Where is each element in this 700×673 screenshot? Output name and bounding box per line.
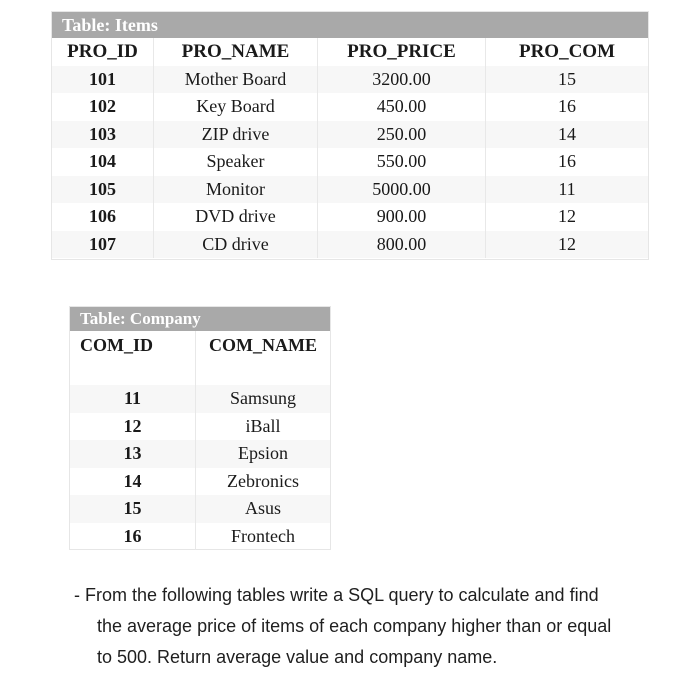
table-row: [70, 495, 330, 523]
items-header-row: [52, 38, 648, 66]
question-line: - From the following tables write a SQL query to calculate and find: [74, 585, 599, 605]
com-id-cell: 14: [70, 468, 196, 496]
company-table-caption: Table: Company: [70, 307, 330, 331]
com-name-cell: Epsion: [237, 443, 288, 463]
header-pro-name: PRO_NAME: [154, 38, 318, 66]
pro-com-cell: 14: [558, 123, 576, 144]
com-name-cell: Frontech: [231, 525, 295, 546]
table-row: [52, 231, 648, 259]
items-table-body: [52, 38, 648, 258]
question-text: [74, 580, 674, 673]
pro-id-cell: 106: [52, 203, 154, 231]
items-table-caption: Table: Items: [52, 12, 648, 38]
table-row: [52, 66, 648, 94]
pro-id-cell: 103: [52, 121, 154, 149]
pro-name-cell: Monitor: [154, 176, 318, 204]
pro-price-cell: 5000.00: [318, 176, 486, 204]
pro-com-cell: 12: [558, 206, 576, 226]
com-name-cell: Zebronics: [227, 470, 299, 491]
question-line: to 500. Return average value and company name.: [97, 647, 498, 667]
table-row: [52, 148, 648, 176]
pro-id-cell: 101: [52, 66, 154, 94]
header-pro-com: PRO_COM: [518, 41, 616, 62]
pro-id-cell: 102: [52, 93, 154, 121]
com-id-cell: 16: [70, 523, 196, 551]
com-id-cell: 12: [70, 413, 196, 441]
table-row: [52, 203, 648, 231]
com-name-cell: Asus: [244, 498, 281, 518]
pro-price-cell: 450.00: [318, 93, 486, 121]
pro-price-cell: 3200.00: [318, 66, 486, 94]
pro-name-cell: CD drive: [154, 231, 318, 259]
pro-price-cell: 800.00: [318, 231, 486, 259]
company-header-row: [70, 331, 330, 385]
pro-name-cell: Key Board: [154, 93, 318, 121]
pro-id-cell: 104: [52, 148, 154, 176]
header-pro-id: PRO_ID: [52, 38, 154, 66]
pro-com-cell: 16: [558, 151, 576, 171]
com-id-cell: 13: [70, 440, 196, 468]
pro-id-cell: 105: [52, 176, 154, 204]
com-id-cell: 11: [70, 385, 196, 413]
pro-com-cell: 11: [558, 178, 576, 199]
header-com-name: COM_NAME: [209, 335, 317, 355]
table-row: [52, 176, 648, 204]
header-pro-price: PRO_PRICE: [318, 38, 486, 66]
header-com-id: COM_ID: [70, 331, 196, 385]
pro-com-cell: 16: [558, 96, 576, 116]
table-row: [70, 440, 330, 468]
pro-name-cell: DVD drive: [154, 203, 318, 231]
com-name-cell: iBall: [245, 415, 281, 436]
pro-id-cell: 107: [52, 231, 154, 259]
pro-price-cell: 900.00: [318, 203, 486, 231]
pro-name-cell: Speaker: [154, 148, 318, 176]
company-table: [69, 306, 331, 550]
table-row: [70, 413, 330, 441]
table-row: [52, 121, 648, 149]
items-table: [51, 11, 649, 260]
com-name-cell: Samsung: [229, 388, 296, 408]
table-row: [70, 385, 330, 413]
pro-name-cell: ZIP drive: [154, 121, 318, 149]
com-id-cell: 15: [70, 495, 196, 523]
pro-com-cell: 15: [558, 68, 576, 89]
pro-price-cell: 550.00: [318, 148, 486, 176]
question-line: the average price of items of each company higher than or equal: [97, 616, 612, 636]
pro-com-cell: 12: [558, 233, 576, 254]
table-row: [70, 468, 330, 496]
pro-price-cell: 250.00: [318, 121, 486, 149]
table-row: [52, 93, 648, 121]
table-row: [70, 523, 330, 551]
company-table-body: [70, 385, 330, 550]
pro-name-cell: Mother Board: [154, 66, 318, 94]
